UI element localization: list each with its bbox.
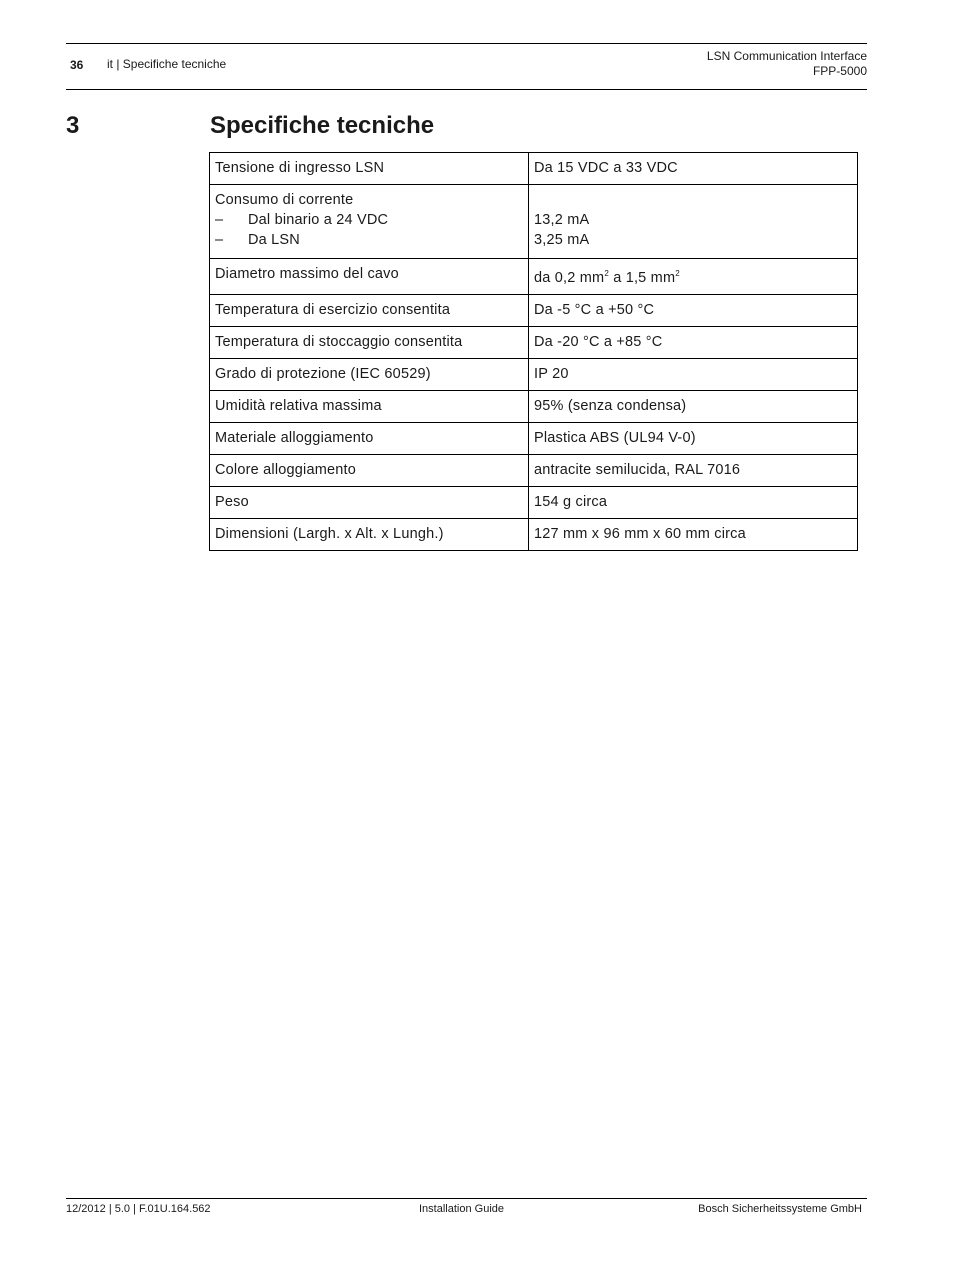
spec-value: IP 20 (529, 358, 858, 390)
spec-value: Plastica ABS (UL94 V-0) (529, 422, 858, 454)
spec-sub-label: Dal binario a 24 VDC (248, 212, 389, 228)
spec-value-part: da 0,2 mm (534, 269, 605, 286)
table-row (210, 153, 858, 185)
header-bottom-rule (66, 89, 867, 90)
table-row (210, 259, 858, 295)
footer-rule (66, 1198, 867, 1199)
spec-value (529, 185, 858, 259)
spec-sub-item (215, 210, 523, 230)
spec-label: Peso (210, 486, 529, 518)
product-header (707, 49, 867, 79)
chapter-number: 3 (66, 112, 80, 139)
spec-value: 95% (senza condensa) (529, 390, 858, 422)
spec-label (210, 185, 529, 259)
spec-value: 127 mm x 96 mm x 60 mm circa (529, 518, 858, 550)
dash-bullet: – (215, 212, 224, 228)
superscript: 2 (675, 269, 680, 278)
footer-company: Bosch Sicherheitssysteme GmbH (698, 1203, 862, 1215)
dash-bullet: – (215, 232, 224, 248)
spec-label: Colore alloggiamento (210, 454, 529, 486)
spec-value (529, 259, 858, 295)
spec-label: Umidità relativa massima (210, 390, 529, 422)
spec-value-part: a 1,5 mm (608, 269, 676, 286)
superscript: 2 (604, 269, 609, 278)
spec-sub-label: Da LSN (248, 232, 300, 248)
spec-label-main: Consumo di corrente (215, 192, 354, 208)
header-top-rule (66, 43, 867, 44)
spec-value: antracite semilucida, RAL 7016 (529, 454, 858, 486)
spec-label: Temperatura di esercizio consentita (210, 294, 529, 326)
spec-value: Da -5 °C a +50 °C (529, 294, 858, 326)
table-row (210, 486, 858, 518)
spec-label: Materiale alloggiamento (210, 422, 529, 454)
table-row (210, 294, 858, 326)
footer-document-info: 12/2012 | 5.0 | F.01U.164.562 (66, 1203, 211, 1215)
chapter-title: Specifiche tecniche (210, 112, 435, 139)
table-row (210, 358, 858, 390)
table-row (210, 390, 858, 422)
spec-sub-item (215, 230, 523, 250)
product-model: FPP-5000 (812, 64, 867, 78)
spec-value: Da 15 VDC a 33 VDC (529, 153, 858, 185)
spec-value: Da -20 °C a +85 °C (529, 326, 858, 358)
spec-label: Temperatura di stoccaggio consentita (210, 326, 529, 358)
spec-label: Dimensioni (Largh. x Alt. x Lungh.) (210, 518, 529, 550)
page-number: 36 (70, 58, 84, 72)
spec-value: 154 g circa (529, 486, 858, 518)
table-row (210, 518, 858, 550)
product-name: LSN Communication Interface (706, 49, 867, 63)
table-row (210, 185, 858, 259)
spec-label: Tensione di ingresso LSN (210, 153, 529, 185)
footer-document-type: Installation Guide (419, 1203, 504, 1215)
table-row (210, 454, 858, 486)
specifications-table (209, 152, 858, 551)
spec-sub-value: 3,25 mA (534, 232, 590, 248)
running-section-title: it | Specifiche tecniche (107, 57, 227, 71)
table-row (210, 326, 858, 358)
spec-sub-value: 13,2 mA (534, 212, 590, 228)
spec-label: Grado di protezione (IEC 60529) (210, 358, 529, 390)
table-row (210, 422, 858, 454)
spec-label: Diametro massimo del cavo (210, 259, 529, 295)
